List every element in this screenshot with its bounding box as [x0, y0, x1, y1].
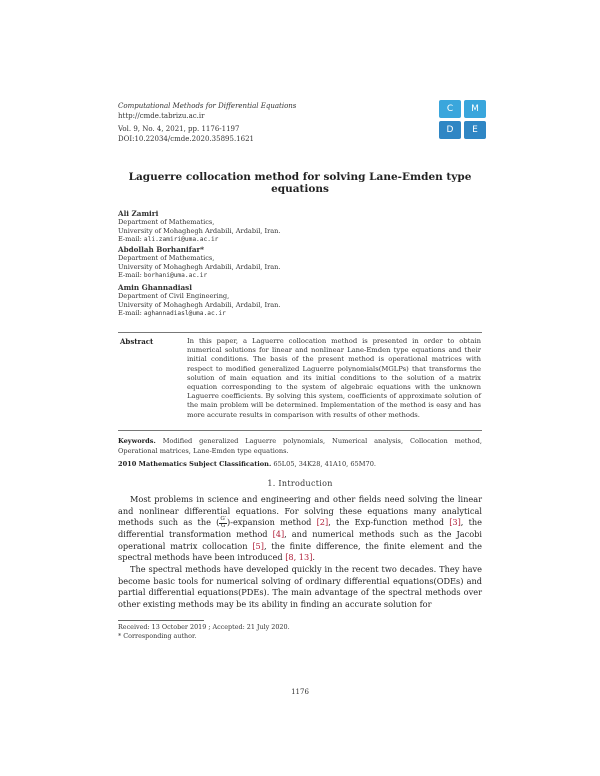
journal-logo — [439, 100, 489, 140]
email-label: E-mail: — [118, 270, 142, 279]
author-email-line — [118, 235, 281, 244]
intro-text: , the differential transformation method — [118, 517, 483, 539]
abstract-heading: Abstract — [120, 337, 154, 346]
intro-text: , the finite difference, the finite element and the spectral methods have been introduced — [118, 540, 483, 562]
author-univ: University of Mohaghegh Ardabili, Ardabil, Iran. — [118, 262, 281, 271]
journal-header — [118, 102, 296, 144]
author-dept: Department of Mathematics, — [118, 218, 215, 227]
intro-text: . — [312, 552, 316, 562]
keywords-text: Modified generalized Laguerre polynomials, Numerical analysis, Collocation method, Operational matrices, Lane-Emden type equations. — [118, 437, 482, 455]
abstract-top-rule — [118, 332, 482, 333]
author-email[interactable]: ali.zamiri@uma.ac.ir — [143, 235, 219, 243]
logo-cell-e: E — [464, 121, 486, 139]
email-label: E-mail: — [118, 308, 142, 317]
author-email-line — [118, 271, 281, 280]
page-number: 1176 — [291, 688, 309, 696]
citation-link[interactable]: [8, 13] — [285, 552, 313, 562]
fraction-numerator: G′ — [220, 516, 226, 522]
author-name: Ali Zamiri — [118, 209, 159, 218]
citation-link[interactable]: [4] — [272, 529, 285, 539]
citation-link[interactable]: [2] — [316, 517, 329, 527]
section-heading: 1. Introduction — [267, 479, 333, 488]
email-label: E-mail: — [118, 234, 142, 243]
author-email-line — [118, 309, 281, 318]
author-block — [118, 246, 281, 280]
intro-text: )-expansion method — [227, 517, 317, 527]
intro-text: , the Exp-function method — [328, 517, 450, 527]
footnotes — [118, 623, 290, 641]
logo-cell-m: M — [464, 100, 486, 118]
intro-paragraph-2: The spectral methods have developed quickly in the recent two decades. They have become basic tools for numerical solving of ordinary differential equations(ODEs) and partial differential equations(PDEs). The main advantage of the spectral methods over other existing methods may be its ability in finding an accurate solution for — [118, 564, 482, 609]
msc-text: 65L05, 34K28, 41A10, 65M70. — [273, 460, 376, 468]
author-email[interactable]: borhani@uma.ac.ir — [143, 271, 208, 279]
author-dept: Department of Mathematics, — [118, 254, 215, 263]
author-block — [118, 284, 281, 318]
citation-link[interactable]: [5] — [252, 540, 264, 551]
intro-paragraph-1 — [118, 494, 482, 564]
journal-volume: Vol. 9, No. 4, 2021, pp. 1176-1197 — [118, 125, 240, 133]
author-name: Amin Ghannadiasl — [118, 283, 192, 292]
intro-text: , and numerical methods such as the Jacobi operational matrix collocation — [118, 529, 482, 551]
abstract-text: In this paper, a Laguerre collocation method is presented in order to obtain numerical solutions for linear and nonlinear Lane-Emden type equations and their initial conditions. The basis of the present method is operational matrices with respect to modified generalized Laguerre polynomials(MGLPs) that transforms the solution of main equation and its initial conditions to the solution of a matrix equation corresponding to the system of algebraic equations with the unknown Laguerre coefficients. By solving this system, coefficients of approximate solution of the main problem will be determined. Implementation of the method is easy and has more accurate results in comparison with results of other methods. — [187, 337, 481, 419]
logo-cell-d: D — [439, 121, 461, 139]
author-dept: Department of Civil Engineering, — [118, 292, 230, 301]
footnote-rule — [118, 620, 204, 621]
paper-title: Laguerre collocation method for solving Lane-Emden type equations — [128, 171, 472, 195]
journal-name: Computational Methods for Differential Equations — [118, 102, 297, 110]
citation-link[interactable]: [3] — [449, 517, 461, 527]
msc-classification — [118, 460, 376, 468]
author-univ: University of Mohaghegh Ardabili, Ardabil, Iran. — [118, 226, 281, 235]
fraction-denominator: G — [220, 522, 226, 529]
abstract-bottom-rule — [118, 430, 482, 431]
author-email[interactable]: aghannadiasl@uma.ac.ir — [143, 309, 226, 317]
received-date: Received: 13 October 2019 ; Accepted: 21 July 2020. — [118, 623, 290, 631]
corresponding-note: * Corresponding author. — [118, 632, 197, 640]
author-name: Abdollah Borhanifar* — [118, 245, 205, 254]
keywords — [118, 436, 482, 456]
author-block — [118, 210, 281, 244]
intro-text: Most problems in science and engineering and other fields need solving the linear and nonlinear differential equations. For solving these equations many analytical methods such as the ( — [118, 494, 482, 527]
msc-label: 2010 Mathematics Subject Classification. — [118, 460, 272, 468]
journal-url[interactable]: http://cmde.tabrizu.ac.ir — [118, 111, 205, 120]
author-univ: University of Mohaghegh Ardabili, Ardabil, Iran. — [118, 300, 281, 309]
keywords-label: Keywords. — [118, 437, 156, 445]
fraction — [219, 517, 227, 529]
journal-doi[interactable]: DOI:10.22034/cmde.2020.35895.1621 — [118, 134, 254, 143]
logo-cell-c: C — [439, 100, 461, 118]
